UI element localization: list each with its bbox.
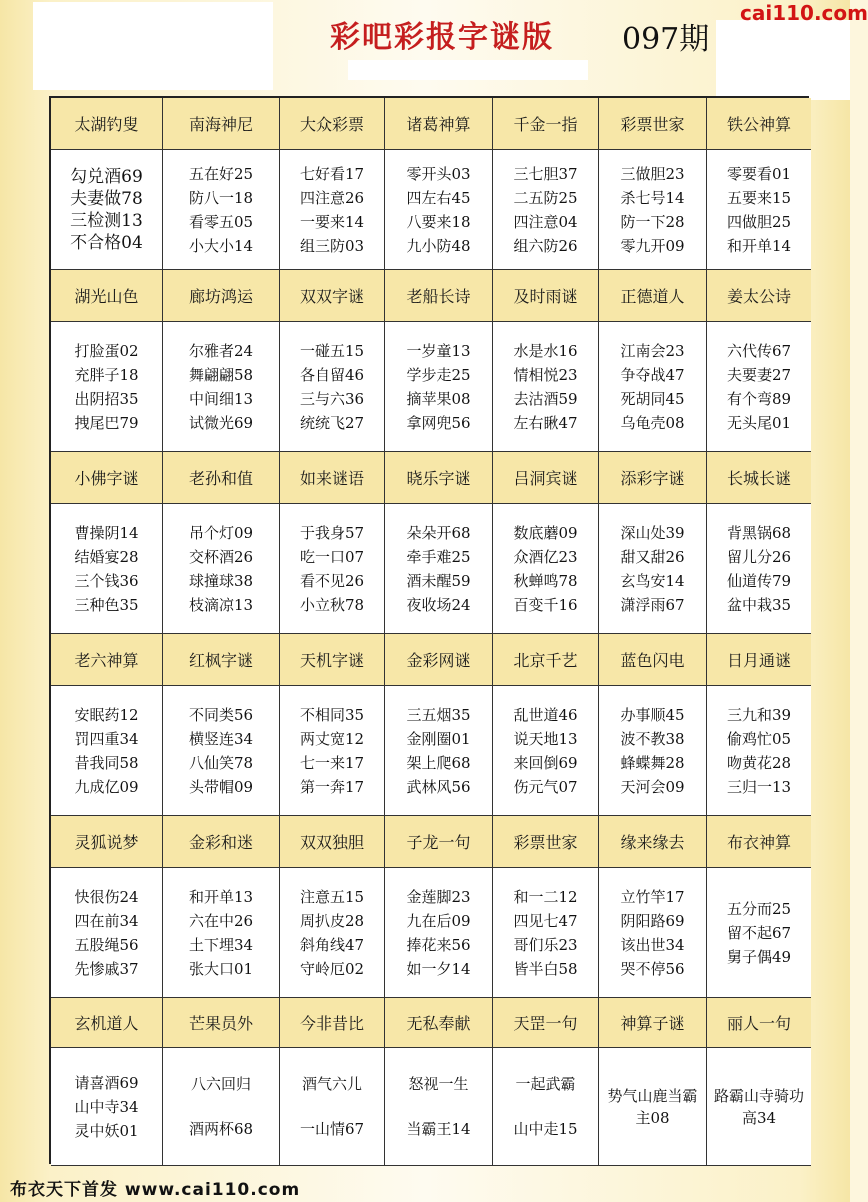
riddle-line: 六代传67 [726,341,792,360]
riddle-line: 三与六36 [299,389,365,408]
riddle-cell [280,1048,385,1166]
column-header: 长城长谜 [707,452,811,504]
riddle-line: 牵手难25 [406,547,471,566]
riddle-cell [51,322,163,452]
riddle-line: 吊个灯09 [188,523,254,542]
riddle-line: 周扒皮28 [299,911,365,930]
riddle-line: 去沽酒59 [513,389,578,408]
riddle-line: 一岁童13 [406,341,471,360]
riddle-line: 不同类56 [188,705,254,724]
riddle-line: 哭不停56 [620,959,685,978]
riddle-line: 夜收场24 [406,595,471,614]
riddle-cell [280,504,385,634]
riddle-line: 六在中26 [188,911,254,930]
riddle-line: 九成亿09 [74,777,139,796]
riddle-line: 争夺战47 [620,365,685,384]
riddle-cell [163,868,280,998]
riddle-line: 酒未醒59 [406,571,471,590]
column-header: 天罡一句 [493,998,599,1048]
riddle-line: 八六回归 [190,1075,251,1094]
riddle-line: 五要来15 [726,188,792,207]
riddle-table [49,96,809,1164]
riddle-line: 偷鸡忙05 [726,729,792,748]
column-header: 小佛字谜 [51,452,163,504]
column-header: 彩票世家 [599,98,707,150]
column-header: 老船长诗 [385,270,493,322]
riddle-line: 夫要妻27 [726,365,792,384]
riddle-line: 朵朵开68 [406,523,471,542]
column-header: 千金一指 [493,98,599,150]
riddle-line: 四做胆25 [726,212,792,231]
subtitle-bar [348,60,588,80]
riddle-cell [385,504,493,634]
riddle-cell [385,1048,493,1166]
column-header: 灵狐说梦 [51,816,163,868]
riddle-cell [707,686,811,816]
riddle-line: 尔雅者24 [188,341,254,360]
column-header: 金彩和迷 [163,816,280,868]
column-header: 日月通谜 [707,634,811,686]
riddle-cell [493,150,599,270]
riddle-line: 组三防03 [299,236,365,255]
riddle-line: 防一下28 [620,212,685,231]
riddle-line: 仙道传79 [726,571,792,590]
riddle-cell [163,504,280,634]
riddle-line: 曹操阴14 [74,523,139,542]
riddle-line: 皆半白58 [513,959,578,978]
riddle-cell [51,1048,163,1166]
column-header: 廊坊鸿运 [163,270,280,322]
riddle-line: 吻黄花28 [726,753,792,772]
riddle-line: 左右瞅47 [513,413,578,432]
riddle-line: 一山情67 [299,1119,365,1138]
riddle-line: 波不教38 [620,729,685,748]
riddle-line: 办事顺45 [620,705,685,724]
column-header: 铁公神算 [707,98,811,150]
riddle-cell [493,1048,599,1166]
riddle-line: 深山处39 [620,523,685,542]
riddle-line: 四见七47 [513,911,578,930]
riddle-line: 和开单13 [188,887,254,906]
riddle-cell [280,868,385,998]
riddle-line: 球撞球38 [188,571,254,590]
page-title: 彩吧彩报字谜版 [330,20,554,55]
riddle-cell [599,504,707,634]
column-header: 双双独胆 [280,816,385,868]
riddle-line: 防八一18 [188,188,254,207]
riddle-line: 八要来18 [406,212,471,231]
column-header: 神算子谜 [599,998,707,1048]
column-header: 蓝色闪电 [599,634,707,686]
riddle-line: 张大口01 [188,959,254,978]
footer-text: 布衣天下首发 www.cai110.com [10,1180,301,1200]
blank-box-right [716,20,850,100]
riddle-line: 甜又甜26 [620,547,685,566]
riddle-line: 七好看17 [299,164,365,183]
riddle-line: 势气山鹿当霸主08 [607,1086,698,1127]
riddle-line: 玄鸟安14 [620,571,685,590]
column-header: 添彩字谜 [599,452,707,504]
riddle-line: 头带帽09 [188,777,254,796]
riddle-line: 和开单14 [726,236,792,255]
riddle-cell [599,868,707,998]
riddle-line: 四在前34 [74,911,139,930]
riddle-line: 土下埋34 [188,935,254,954]
riddle-line: 罚四重34 [74,729,139,748]
riddle-cell [280,322,385,452]
riddle-line: 秋蝉鸣78 [513,571,578,590]
riddle-line: 交杯酒26 [188,547,254,566]
riddle-line: 统统飞27 [299,413,365,432]
riddle-line: 五在好25 [188,164,254,183]
riddle-cell [385,322,493,452]
riddle-cell [493,686,599,816]
riddle-line: 立竹竿17 [620,887,685,906]
riddle-line: 吃一口07 [299,547,365,566]
riddle-line: 江南会23 [620,341,685,360]
column-header: 老孙和值 [163,452,280,504]
column-header: 丽人一句 [707,998,811,1048]
riddle-line: 组六防26 [513,236,578,255]
riddle-line: 乌龟壳08 [620,413,685,432]
riddle-line: 枝滴凉13 [188,595,254,614]
riddle-cell [707,868,811,998]
riddle-line: 一要来14 [299,212,365,231]
riddle-line: 杀七号14 [620,188,685,207]
riddle-cell [599,150,707,270]
riddle-line: 灵中妖01 [74,1121,139,1140]
riddle-line: 蜂蝶舞28 [620,753,685,772]
column-header: 今非昔比 [280,998,385,1048]
riddle-line: 学步走25 [406,365,471,384]
riddle-line: 三检测13 [70,210,143,231]
issue-number: 097期 [622,22,710,57]
riddle-line: 三五烟35 [406,705,471,724]
riddle-cell [163,686,280,816]
riddle-line: 不合格04 [70,232,143,253]
riddle-line: 酒两杯68 [188,1119,254,1138]
column-header: 大众彩票 [280,98,385,150]
riddle-cell [493,322,599,452]
riddle-line: 金莲脚23 [406,887,471,906]
riddle-cell [599,322,707,452]
riddle-line: 如一夕14 [406,959,471,978]
riddle-line: 当霸王14 [406,1119,471,1138]
riddle-cell [51,150,163,270]
riddle-cell [51,504,163,634]
riddle-line: 舅子偶49 [726,947,792,966]
riddle-cell [599,1048,707,1166]
riddle-line: 勾兑酒69 [70,166,143,187]
riddle-line: 七一来17 [299,753,365,772]
riddle-line: 于我身57 [299,523,365,542]
riddle-line: 出阴招35 [74,389,139,408]
riddle-line: 八仙笑78 [188,753,254,772]
column-header: 姜太公诗 [707,270,811,322]
riddle-cell [280,150,385,270]
riddle-cell [707,504,811,634]
riddle-line: 零九开09 [620,236,685,255]
riddle-line: 死胡同45 [620,389,685,408]
riddle-line: 快很伤24 [74,887,139,906]
riddle-line: 留不起67 [726,923,792,942]
riddle-line: 百变千16 [513,595,578,614]
riddle-cell [163,1048,280,1166]
riddle-cell [163,150,280,270]
riddle-line: 三九和39 [726,705,792,724]
column-header: 子龙一句 [385,816,493,868]
site-logo: cai110.com [740,1,868,25]
riddle-line: 看零五05 [188,212,254,231]
column-header: 如来谜语 [280,452,385,504]
riddle-line: 三归一13 [726,777,792,796]
riddle-line: 拿网兜56 [406,413,471,432]
riddle-line: 结婚宴28 [74,547,139,566]
column-header: 红枫字谜 [163,634,280,686]
riddle-cell [707,1048,811,1166]
column-header: 诸葛神算 [385,98,493,150]
column-header: 布衣神算 [707,816,811,868]
riddle-line: 众酒亿23 [513,547,578,566]
riddle-line: 试微光69 [188,413,254,432]
riddle-line: 零开头03 [406,164,471,183]
riddle-line: 拽尾巴79 [74,413,139,432]
column-header: 晓乐字谜 [385,452,493,504]
riddle-line: 捧花来56 [406,935,471,954]
riddle-line: 第一奔17 [299,777,365,796]
column-header: 金彩网谜 [385,634,493,686]
blank-box-left [33,2,273,90]
column-header: 湖光山色 [51,270,163,322]
riddle-line: 水是水16 [513,341,578,360]
riddle-line: 四注意26 [299,188,365,207]
riddle-cell [385,686,493,816]
riddle-line: 三七胆37 [513,164,578,183]
riddle-line: 两丈宽12 [299,729,365,748]
riddle-line: 路霸山寺骑功高34 [713,1086,804,1127]
riddle-line: 山中走15 [513,1119,578,1138]
riddle-line: 九在后09 [406,911,471,930]
riddle-line: 三种色35 [74,595,139,614]
riddle-line: 武林风56 [406,777,471,796]
riddle-line: 无头尾01 [726,413,792,432]
riddle-cell [163,322,280,452]
riddle-line: 一碰五15 [299,341,365,360]
riddle-line: 充胖子18 [74,365,139,384]
riddle-line: 先惨戚37 [74,959,139,978]
riddle-line: 来回倒69 [513,753,578,772]
riddle-line: 盆中栽35 [726,595,792,614]
riddle-line: 横竖连34 [188,729,254,748]
riddle-line: 小立秋78 [299,595,365,614]
riddle-line: 天河会09 [620,777,685,796]
riddle-line: 不相同35 [299,705,365,724]
riddle-line: 看不见26 [299,571,365,590]
riddle-line: 乱世道46 [513,705,578,724]
column-header: 老六神算 [51,634,163,686]
column-header: 芒果员外 [163,998,280,1048]
riddle-line: 架上爬68 [406,753,471,772]
riddle-line: 守岭厄02 [299,959,365,978]
riddle-line: 零要看01 [726,164,792,183]
riddle-line: 中间细13 [188,389,254,408]
riddle-line: 留儿分26 [726,547,792,566]
riddle-cell [493,504,599,634]
riddle-line: 和一二12 [513,887,578,906]
riddle-line: 四左右45 [406,188,471,207]
riddle-line: 五分而25 [726,899,792,918]
riddle-line: 四注意04 [513,212,578,231]
riddle-line: 阴阳路69 [620,911,685,930]
riddle-line: 安眠药12 [74,705,139,724]
riddle-line: 酒气六儿 [301,1075,362,1094]
riddle-line: 一起武霸 [515,1075,576,1094]
riddle-line: 背黑锅68 [726,523,792,542]
riddle-line: 九小防48 [406,236,471,255]
riddle-line: 三做胆23 [620,164,685,183]
riddle-line: 山中寺34 [74,1097,139,1116]
riddle-line: 数底蘑09 [513,523,578,542]
column-header: 吕洞宾谜 [493,452,599,504]
column-header: 彩票世家 [493,816,599,868]
riddle-line: 哥们乐23 [513,935,578,954]
column-header: 北京千艺 [493,634,599,686]
riddle-cell [385,150,493,270]
column-header: 天机字谜 [280,634,385,686]
column-header: 南海神尼 [163,98,280,150]
riddle-cell [51,868,163,998]
riddle-line: 各自留46 [299,365,365,384]
riddle-line: 三个钱36 [74,571,139,590]
riddle-line: 请喜酒69 [74,1073,139,1092]
column-header: 及时雨谜 [493,270,599,322]
riddle-line: 摘苹果08 [406,389,471,408]
riddle-cell [493,868,599,998]
column-header: 双双字谜 [280,270,385,322]
riddle-cell [280,686,385,816]
column-header: 缘来缘去 [599,816,707,868]
riddle-line: 有个弯89 [726,389,792,408]
riddle-cell [51,686,163,816]
riddle-line: 潇浮雨67 [620,595,685,614]
column-header: 玄机道人 [51,998,163,1048]
riddle-line: 情相悦23 [513,365,578,384]
riddle-line: 怒视一生 [408,1075,469,1094]
riddle-line: 打脸蛋02 [74,341,139,360]
riddle-line: 该出世34 [620,935,685,954]
riddle-line: 五股绳56 [74,935,139,954]
riddle-line: 夫妻做78 [70,188,143,209]
riddle-line: 舞翩翩58 [188,365,254,384]
riddle-line: 说天地13 [513,729,578,748]
riddle-cell [707,150,811,270]
column-header: 正德道人 [599,270,707,322]
column-header: 太湖钓叟 [51,98,163,150]
riddle-line: 二五防25 [513,188,578,207]
column-header: 无私奉献 [385,998,493,1048]
riddle-line: 斜角线47 [299,935,365,954]
riddle-cell [707,322,811,452]
riddle-line: 小大小14 [188,236,254,255]
riddle-line: 注意五15 [299,887,365,906]
riddle-line: 伤元气07 [513,777,578,796]
riddle-cell [599,686,707,816]
riddle-line: 昔我同58 [74,753,139,772]
riddle-cell [385,868,493,998]
riddle-line: 金刚圈01 [406,729,471,748]
